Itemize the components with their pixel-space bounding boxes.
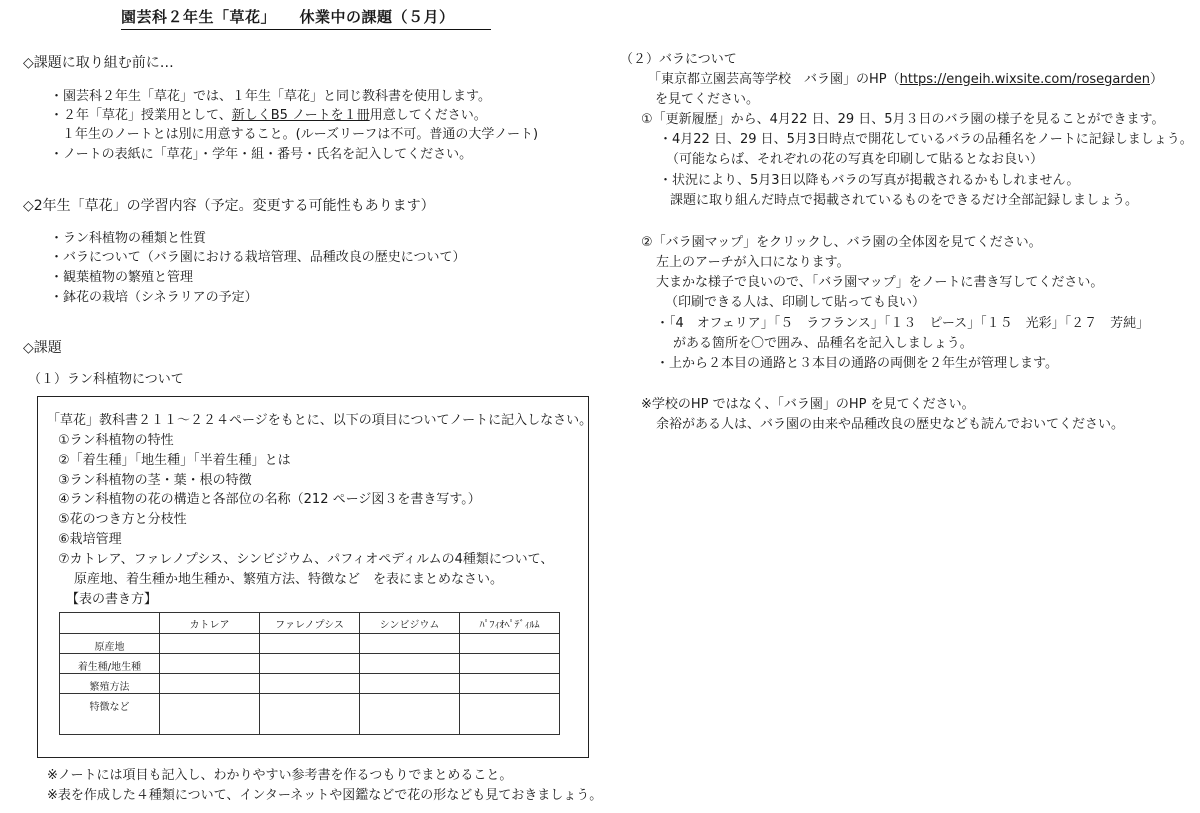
- table-cell: [460, 634, 560, 654]
- table-cell: [160, 674, 260, 694]
- row-features: [60, 694, 160, 735]
- table-cell: [260, 654, 360, 674]
- before-item-2-note: １年生のノートとは別に用意すること。(ルーズリーフは不可。普通の大学ノート): [62, 127, 539, 142]
- rosegarden-link[interactable]: https://engeih.wixsite.com/rosegarden: [899, 72, 1150, 87]
- content-item-4: ・鉢花の栽培（シネラリアの予定）: [50, 290, 258, 305]
- row-features-label: 特徴など: [89, 702, 130, 713]
- row-origin: [60, 634, 160, 654]
- table-cell: [260, 674, 360, 694]
- table-row: [60, 634, 560, 654]
- box-item-7: ⑦カトレア、ファレノプシス、シンビジウム、パフィオペディルムの4種類について、: [58, 552, 554, 567]
- task-heading: ◇課題: [23, 340, 62, 356]
- rose-intro-text: 「東京都立園芸高等学校 バラ園」のHP（: [648, 72, 900, 87]
- table-cell: [360, 694, 460, 735]
- row-epiphytic: [60, 654, 160, 674]
- sec1-line-4: ・状況により、5月3日以降もバラの写真が掲載されるかもしれません。: [659, 173, 1080, 188]
- sec2-line-3: 大まかな様子で良いので、「バラ園マップ」をノートに書き写してください。: [656, 275, 1104, 290]
- content-heading: ◇2年生「草花」の学習内容（予定。変更する可能性もあります）: [23, 198, 435, 214]
- col-cattleya: カトレア: [160, 613, 260, 634]
- orchid-heading: （１）ラン科植物について: [28, 372, 184, 387]
- table-cell: [460, 674, 560, 694]
- box-intro: 「草花」教科書２１１～２２４ページをもとに、以下の項目についてノートに記入しなさい。: [47, 413, 593, 428]
- before-item-1: ・園芸科２年生「草花」では、１年生「草花」と同じ教科書を使用します。: [50, 89, 491, 104]
- rose-intro-close: ）: [1150, 72, 1164, 87]
- sec2-line-6: がある箇所を〇で囲み、品種名を記入しましょう。: [673, 336, 973, 351]
- box-item-1: ①ラン科植物の特性: [58, 433, 174, 448]
- rose-heading: （２）バラについて: [620, 52, 737, 67]
- table-row: [60, 694, 560, 735]
- box-item-5: ⑤花のつき方と分枝性: [58, 512, 187, 527]
- page-title: 園芸科２年生「草花」 休業中の課題（５月）: [121, 6, 491, 30]
- table-cell: [260, 694, 360, 735]
- box-item-2: ②「着生種」「地生種」「半着生種」とは: [58, 453, 291, 468]
- col-paphiopedilum: ﾊﾟﾌｨｵﾍﾟﾃﾞｨﾙﾑ: [460, 613, 560, 634]
- sec1-line-2: ・4月22 日、29 日、5月3日時点で開花しているバラの品種名をノートに記録しましょう。: [659, 132, 1193, 147]
- table-cell: [160, 694, 260, 735]
- table-cell: [360, 654, 460, 674]
- before-item-2: [50, 108, 487, 124]
- left-note-2: ※表を作成した４種類について、インターネットや図鑑などで花の形なども見ておきましょう。: [47, 788, 603, 803]
- sec2-line-2: 左上のアーチが入口になります。: [656, 255, 850, 270]
- sec1-line-5: 課題に取り組んだ時点で掲載されているものをできるだけ全部記録しましょう。: [670, 193, 1139, 208]
- table-header-row: [60, 613, 560, 634]
- box-item-6: ⑥栽培管理: [58, 532, 122, 547]
- before-item-3: ・ノートの表紙に「草花」・学年・組・番号・氏名を記入してください。: [50, 147, 473, 162]
- table-corner: [60, 613, 160, 634]
- box-item-4: ④ラン科植物の花の構造と各部位の名称（212 ページ図３を書き写す。）: [58, 492, 481, 507]
- table-cell: [360, 634, 460, 654]
- summary-table: [59, 612, 560, 735]
- row-origin-label: 原産地: [94, 642, 125, 653]
- sec1-line-1: ①「更新履歴」から、4月22 日、29 日、5月３日のバラ園の様子を見ることができます。: [641, 112, 1165, 127]
- box-item-3: ③ラン科植物の茎・葉・根の特徴: [58, 473, 252, 488]
- table-row: [60, 674, 560, 694]
- col-phalaenopsis: ファレノプシス: [260, 613, 360, 634]
- sec1-line-3: （可能ならば、それぞれの花の写真を印刷して貼るとなお良い）: [666, 152, 1044, 167]
- table-cell: [360, 674, 460, 694]
- table-cell: [160, 654, 260, 674]
- before-item-2-end: 用意してください。: [369, 108, 487, 123]
- right-note-1: ※学校のHP ではなく、「バラ園」のHP を見てください。: [641, 397, 975, 412]
- content-item-1: ・ラン科植物の種類と性質: [50, 231, 207, 246]
- table-cell: [460, 694, 560, 735]
- content-item-2: ・バラについて（バラ園における栽培管理、品種改良の歴史について）: [50, 250, 466, 265]
- row-propagation: [60, 674, 160, 694]
- table-cell: [160, 634, 260, 654]
- col-cymbidium: シンビジウム: [360, 613, 460, 634]
- row-epiphytic-label: 着生種/地生種: [77, 662, 142, 673]
- table-caption: 【表の書き方】: [66, 592, 158, 607]
- box-item-7-cont: 原産地、着生種か地生種か、繁殖方法、特徴など を表にまとめなさい。: [74, 572, 504, 587]
- left-note-1: ※ノートには項目も記入し、わかりやすい参考書を作るつもりでまとめること。: [47, 768, 513, 783]
- notebook-emphasis: 新しくB5 ノートを１冊: [231, 108, 370, 123]
- right-note-2: 余裕がある人は、バラ園の由来や品種改良の歴史なども読んでおいてください。: [656, 417, 1125, 432]
- table-row: [60, 654, 560, 674]
- rose-intro-line2: を見てください。: [655, 92, 760, 107]
- sec2-line-5: ・「4 オフェリア」「５ ラフランス」「１３ ピース」「１５ 光彩」「２７ 芳純」: [656, 316, 1150, 331]
- before-heading: ◇課題に取り組む前に…: [23, 55, 174, 71]
- content-item-3: ・観葉植物の繁殖と管理: [50, 270, 194, 285]
- rose-intro-line1: [648, 72, 1163, 88]
- table-cell: [460, 654, 560, 674]
- table-cell: [260, 634, 360, 654]
- row-propagation-label: 繁殖方法: [89, 682, 130, 693]
- before-item-2-text: ・２年「草花」授業用として、: [50, 108, 232, 123]
- sec2-line-1: ②「バラ園マップ」をクリックし、バラ園の全体図を見てください。: [641, 235, 1042, 250]
- sec2-line-4: （印刷できる人は、印刷して貼っても良い）: [665, 295, 926, 310]
- sec2-line-7: ・上から２本目の通路と３本目の通路の両側を２年生が管理します。: [656, 356, 1058, 371]
